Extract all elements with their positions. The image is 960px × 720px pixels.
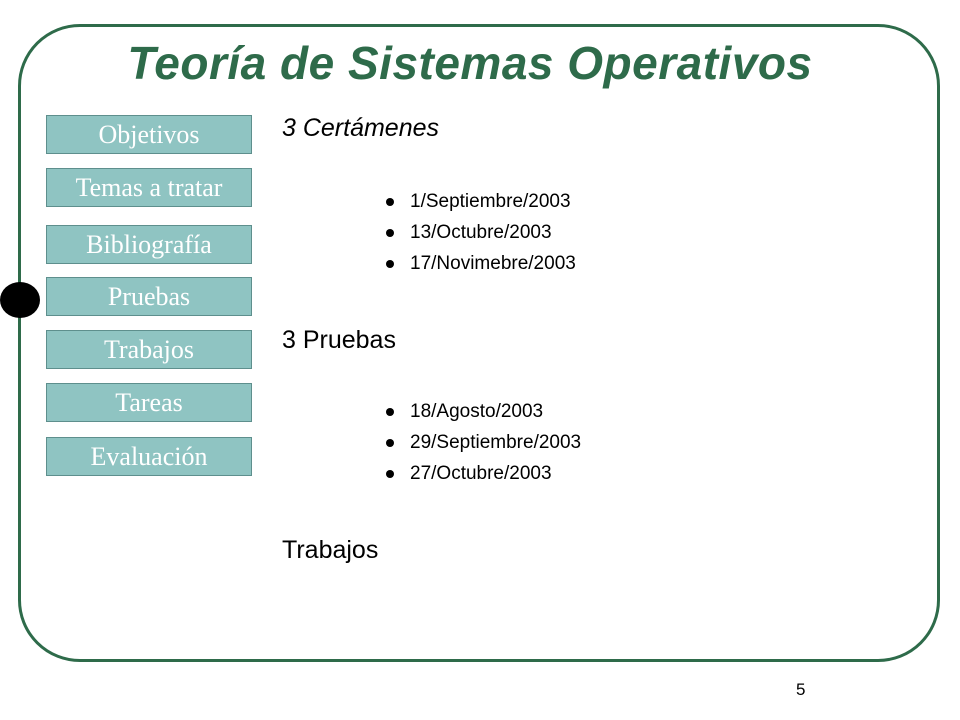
list-item [384, 458, 581, 489]
active-nav-marker [0, 282, 40, 318]
list-item [384, 248, 576, 279]
bullet-icon [386, 198, 394, 206]
page-number: 5 [796, 680, 806, 699]
nav-button-tareas[interactable]: Tareas [46, 383, 252, 422]
section-heading-certamenes: 3 Certámenes [282, 114, 440, 142]
list-item [384, 427, 581, 458]
list-item [384, 217, 576, 248]
list-item-text: 13/Octubre/2003 [410, 222, 552, 243]
bullet-icon [386, 229, 394, 237]
bullet-icon [386, 470, 394, 478]
list-item-text: 27/Octubre/2003 [410, 463, 552, 484]
bullet-icon [386, 260, 394, 268]
nav-button-bibliografia[interactable]: Bibliografía [46, 225, 252, 264]
slide-title: Teoría de Sistemas Operativos [127, 37, 813, 89]
nav-button-objetivos[interactable]: Objetivos [46, 115, 252, 154]
certamenes-list [384, 186, 576, 279]
nav-button-pruebas[interactable]: Pruebas [46, 277, 252, 316]
list-item [384, 396, 581, 427]
section-heading-pruebas: 3 Pruebas [282, 326, 396, 354]
pruebas-list [384, 396, 581, 489]
list-item-text: 29/Septiembre/2003 [410, 432, 582, 453]
nav-button-temas-a-tratar[interactable]: Temas a tratar [46, 168, 252, 207]
nav-button-trabajos[interactable]: Trabajos [46, 330, 252, 369]
bullet-icon [386, 408, 394, 416]
list-item-text: 18/Agosto/2003 [410, 401, 544, 422]
nav-button-evaluacion[interactable]: Evaluación [46, 437, 252, 476]
bullet-icon [386, 439, 394, 447]
list-item [384, 186, 576, 217]
section-heading-trabajos: Trabajos [282, 536, 379, 564]
list-item-text: 17/Novimebre/2003 [410, 253, 576, 274]
list-item-text: 1/Septiembre/2003 [410, 191, 571, 212]
